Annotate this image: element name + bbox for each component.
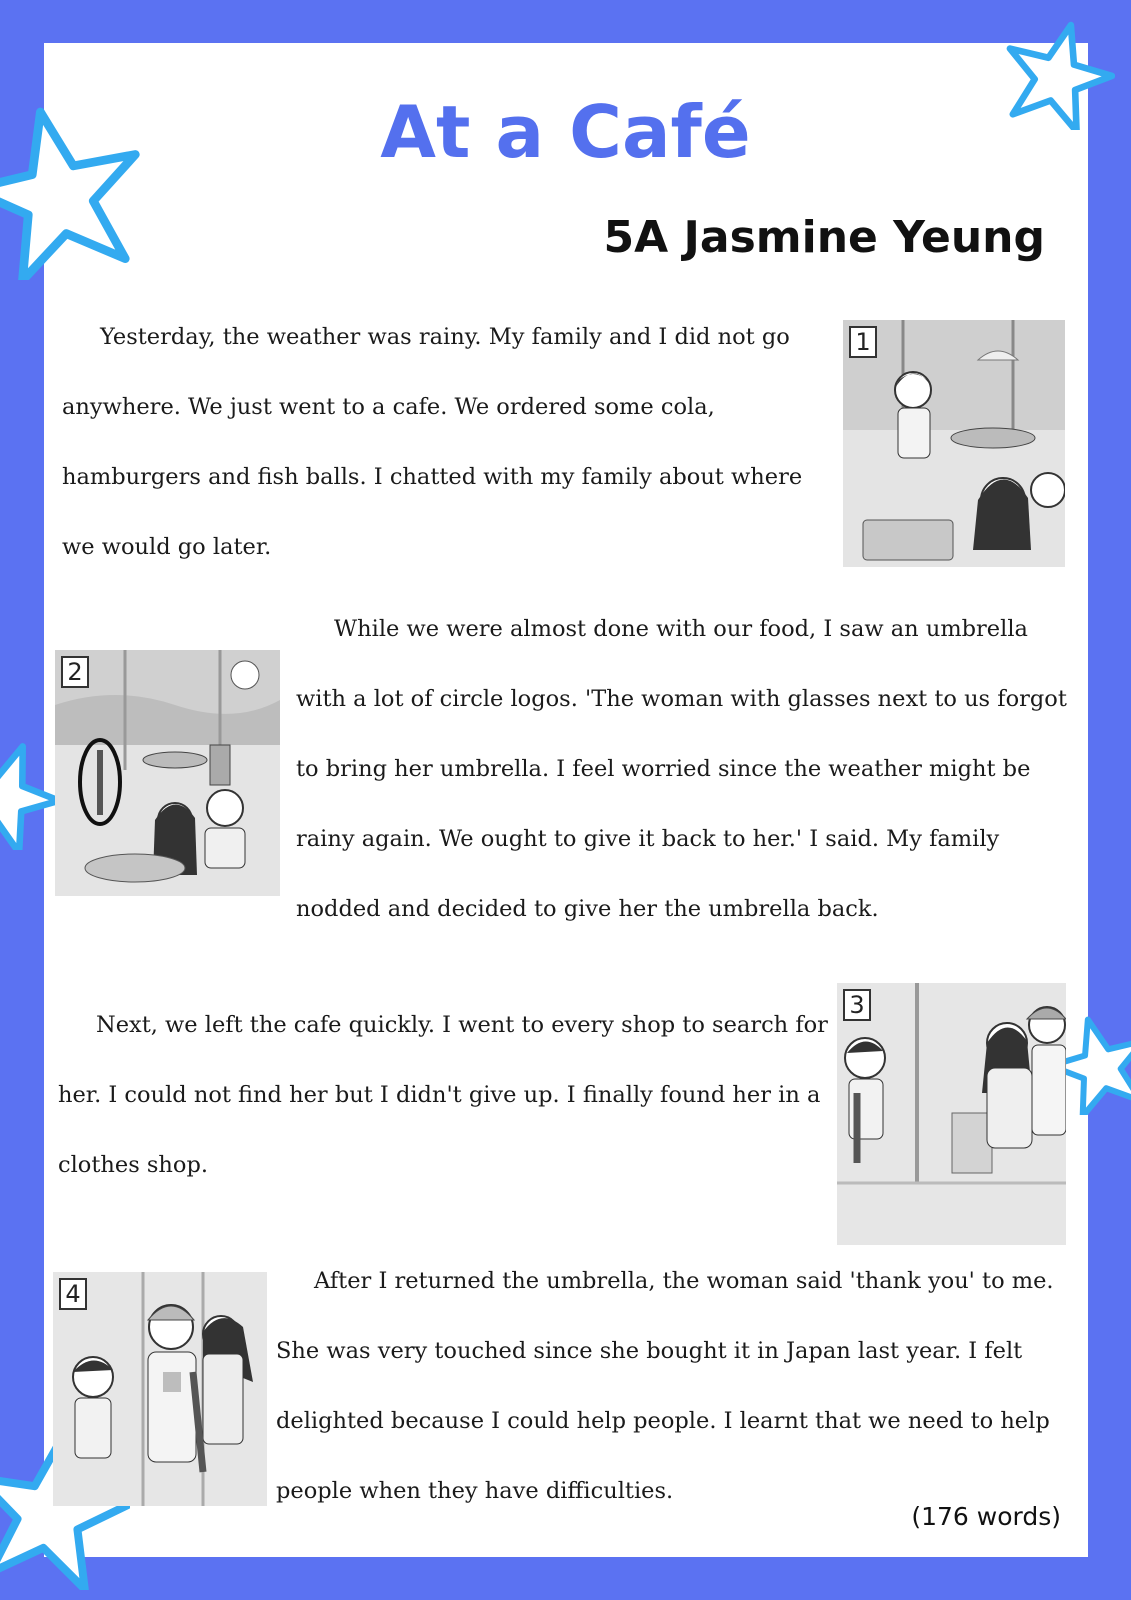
paragraph-4	[276, 1246, 1076, 1526]
paragraph-3-text: Next, we left the cafe quickly. I went to every shop to search for her. I could not find her but I didn't give up. I finally found her in a clothes shop.	[58, 1012, 828, 1178]
illustration-1	[843, 320, 1065, 567]
illustration-4	[53, 1272, 267, 1506]
paragraph-1	[62, 302, 822, 582]
paragraph-3	[58, 990, 828, 1200]
picture-number-3: 3	[843, 989, 871, 1021]
paragraph-2	[296, 594, 1076, 944]
paragraph-1-text: Yesterday, the weather was rainy. My family and I did not go anywhere. We just went to a cafe. We ordered some cola, hamburgers and fish balls. I chatted with my family about where we would go later.	[62, 324, 803, 560]
picture-number-4: 4	[59, 1278, 87, 1310]
page-title: At a Café	[380, 90, 751, 174]
paragraph-2-text: While we were almost done with our food, I saw an umbrella with a lot of circle logos. 'The woman with glasses next to us forgot to bring her umbrella. I feel worried since the weather might be rainy again. We ought to give it back to her.' I said. My family nodded and decided to give her the umbrella back.	[296, 616, 1067, 922]
star-icon-mid-left	[0, 740, 60, 850]
word-count: (176 words)	[911, 1502, 1061, 1531]
author-name: 5A Jasmine Yeung	[603, 212, 1045, 263]
illustration-2	[55, 650, 280, 896]
illustration-3	[837, 983, 1066, 1245]
paragraph-4-text: After I returned the umbrella, the woman said 'thank you' to me. She was very touched since she bought it in Japan last year. I felt delighted because I could help people. I learnt that we need to help people when they have difficulties.	[276, 1268, 1054, 1504]
picture-number-1: 1	[849, 326, 877, 358]
picture-number-2: 2	[61, 656, 89, 688]
